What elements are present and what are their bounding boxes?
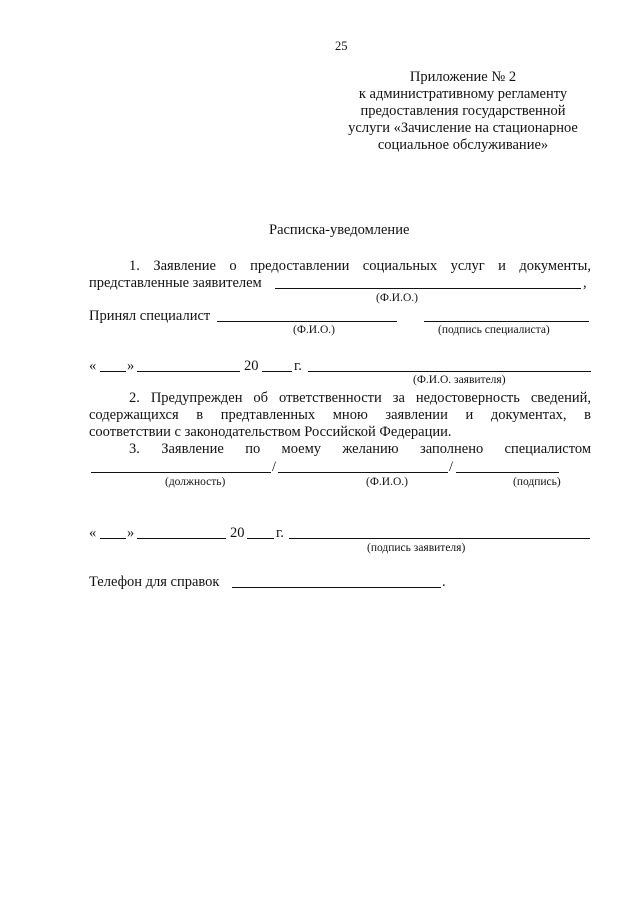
appendix-line-3: предоставления государственной	[360, 103, 566, 119]
date2-month-field[interactable]	[137, 538, 226, 539]
item2-line-1: 2. Предупрежден об ответственности за недостоверность сведений,	[129, 390, 591, 406]
date1-day-field[interactable]	[100, 371, 126, 372]
date2-year-prefix: 20	[230, 525, 245, 541]
date1-open-quote: «	[89, 358, 97, 374]
applicant-signature-field[interactable]	[289, 538, 590, 539]
date1-year-suffix: г.	[294, 358, 302, 374]
date2-close-quote: »	[127, 525, 135, 541]
date2-open-quote: «	[89, 525, 97, 541]
appendix-line-2: к административному регламенту	[358, 86, 568, 102]
phone-label: Телефон для справок	[89, 574, 220, 590]
appendix-line-1: Приложение № 2	[409, 69, 517, 85]
page-number: 25	[335, 39, 348, 53]
date2-caption: (подпись заявителя)	[367, 542, 466, 554]
item2-line-2: содержащихся в предтавленных мною заявлении и документах, в	[89, 407, 591, 423]
date2-year-field[interactable]	[247, 538, 274, 539]
item3-caption-fio: (Ф.И.О.)	[366, 476, 408, 488]
item1-line-1: 1. Заявление о предоставлении социальных услуг и документы,	[129, 258, 591, 274]
item3-line-1: 3. Заявление по моему желанию заполнено специалистом	[129, 441, 591, 457]
item3-fio-field[interactable]	[278, 472, 448, 473]
date1-month-field[interactable]	[137, 371, 240, 372]
date2-year-suffix: г.	[276, 525, 284, 541]
item2-line-3: соответствии с законодательством Российской Федерации.	[89, 424, 452, 440]
applicant-name-field[interactable]	[308, 371, 591, 372]
item3-slash-1: /	[272, 459, 277, 475]
document-title: Расписка-уведомление	[269, 222, 410, 238]
date1-caption: (Ф.И.О. заявителя)	[413, 374, 506, 386]
item3-slash-2: /	[449, 459, 454, 475]
specialist-signature-field[interactable]	[424, 321, 589, 322]
appendix-line-4: услуги «Зачисление на стационарное	[348, 120, 578, 136]
accepted-label: Принял специалист	[89, 308, 211, 324]
date1-close-quote: »	[127, 358, 135, 374]
date2-day-field[interactable]	[100, 538, 126, 539]
item1-line-2-suffix: ,	[583, 275, 587, 291]
date1-year-field[interactable]	[262, 371, 292, 372]
item1-line-2-prefix: представленные заявителем	[89, 275, 262, 291]
item3-caption-signature: (подпись)	[513, 476, 561, 488]
accepted-caption-fio: (Ф.И.О.)	[293, 324, 335, 336]
item3-caption-position: (должность)	[165, 476, 226, 488]
appendix-line-5: социальное обслуживание»	[377, 137, 549, 153]
item1-caption-fio: (Ф.И.О.)	[376, 292, 418, 304]
item3-position-field[interactable]	[91, 472, 271, 473]
phone-suffix: .	[442, 574, 446, 590]
specialist-name-field[interactable]	[217, 321, 397, 322]
accepted-caption-signature: (подпись специалиста)	[438, 324, 550, 336]
item1-applicant-name-field[interactable]	[275, 288, 581, 289]
item3-signature-field[interactable]	[456, 472, 559, 473]
date1-year-prefix: 20	[244, 358, 259, 374]
phone-field[interactable]	[232, 587, 441, 588]
